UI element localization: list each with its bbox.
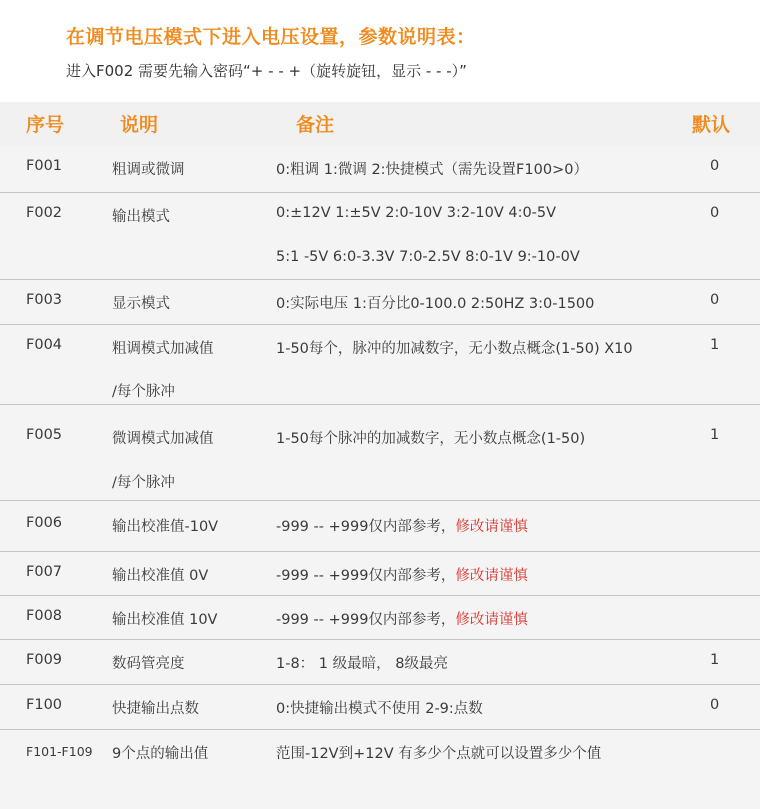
param-description: 粗调模式加减值 [112, 341, 214, 357]
table-row [0, 596, 760, 640]
warning-text: 修改请谨慎 [455, 568, 528, 584]
param-code: F003 [26, 292, 63, 308]
table-footer-space [0, 766, 760, 809]
param-note [276, 608, 528, 629]
table-header [0, 102, 760, 146]
param-description: 输出校准值-10V [112, 519, 219, 535]
table-row [0, 146, 760, 193]
param-default: 0 [710, 158, 720, 174]
param-default: 1 [710, 337, 720, 353]
param-description: 微调模式加减值 [112, 431, 214, 447]
param-description: 输出模式 [112, 209, 170, 225]
param-note [276, 564, 528, 585]
param-code: F100 [26, 697, 63, 713]
table-row [0, 552, 760, 596]
param-default: 1 [710, 427, 720, 443]
param-note: 0:快捷输出模式不使用 2-9:点数 [276, 701, 483, 717]
param-note: 1-8： 1 级最暗， 8级最亮 [276, 656, 448, 672]
param-code: F008 [26, 608, 63, 624]
param-code: F002 [26, 205, 63, 221]
param-note: 1-50每个，脉冲的加减数字，无小数点概念(1-50) X10 [276, 341, 633, 357]
param-note [276, 515, 528, 536]
param-note: 范围-12V到+12V 有多少个点就可以设置多少个值 [276, 746, 602, 762]
column-header-default: 默认 [692, 114, 731, 136]
param-description-line-2: /每个脉冲 [112, 384, 175, 400]
param-default: 0 [710, 205, 720, 221]
param-code: F007 [26, 564, 63, 580]
param-code: F101-F109 [26, 744, 93, 759]
param-code: F006 [26, 515, 63, 531]
column-header-no: 序号 [26, 114, 65, 136]
param-note-text: -999 -- +999仅内部参考， [276, 612, 456, 628]
warning-text: 修改请谨慎 [455, 519, 528, 535]
column-header-note: 备注 [296, 114, 335, 136]
param-code: F009 [26, 652, 63, 668]
page-heading: 在调节电压模式下进入电压设置，参数说明表： [66, 26, 476, 48]
param-code: F004 [26, 337, 63, 353]
param-description: 快捷输出点数 [112, 701, 199, 717]
param-description-line-2: /每个脉冲 [112, 475, 175, 491]
param-note-text: -999 -- +999仅内部参考， [276, 519, 456, 535]
param-description: 输出校准值 0V [112, 568, 209, 584]
parameter-table [0, 146, 760, 777]
param-note: 0:实际电压 1:百分比0-100.0 2:50HZ 3:0-1500 [276, 296, 595, 312]
password-instruction: 进入F002 需要先输入密码“+ - - +（旋转旋钮，显示 - - -）” [66, 62, 467, 80]
warning-text: 修改请谨慎 [455, 612, 528, 628]
table-row [0, 280, 760, 325]
param-code: F005 [26, 427, 63, 443]
table-row [0, 325, 760, 405]
column-header-description: 说明 [120, 114, 159, 136]
param-default: 0 [710, 292, 720, 308]
param-note: 1-50每个脉冲的加减数字，无小数点概念(1-50) [276, 431, 586, 447]
param-note-text: -999 -- +999仅内部参考， [276, 568, 456, 584]
table-row [0, 405, 760, 501]
table-row [0, 501, 760, 552]
param-default: 0 [710, 697, 720, 713]
param-note: 0:粗调 1:微调 2:快捷模式（需先设置F100>0） [276, 162, 588, 178]
table-row [0, 685, 760, 730]
param-note: 0:±12V 1:±5V 2:0-10V 3:2-10V 4:0-5V [276, 205, 557, 221]
param-description: 9个点的输出值 [112, 746, 209, 762]
param-default: 1 [710, 652, 720, 668]
param-description: 数码管亮度 [112, 656, 185, 672]
param-note-line-2: 5:1 -5V 6:0-3.3V 7:0-2.5V 8:0-1V 9:-10-0V [276, 249, 580, 265]
param-description: 粗调或微调 [112, 162, 185, 178]
table-row [0, 193, 760, 280]
param-description: 显示模式 [112, 296, 170, 312]
param-description: 输出校准值 10V [112, 612, 218, 628]
table-row [0, 640, 760, 685]
param-code: F001 [26, 158, 63, 174]
